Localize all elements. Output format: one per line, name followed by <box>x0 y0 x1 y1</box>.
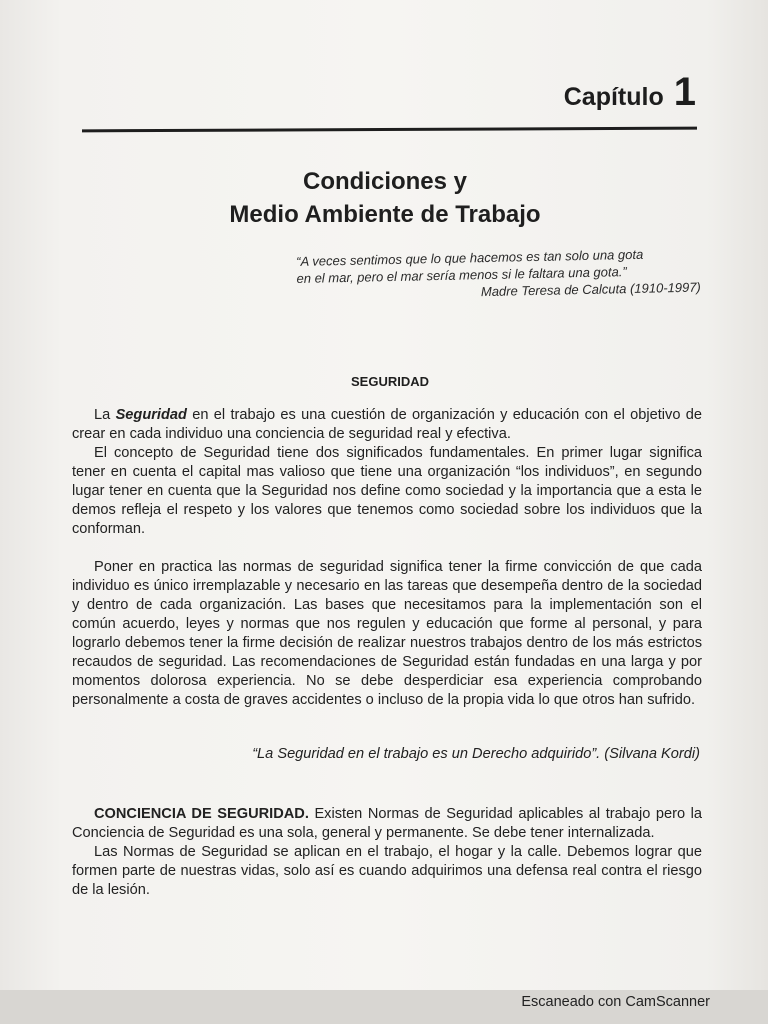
chapter-number: 1 <box>673 70 696 114</box>
paragraph-3: Poner en practica las normas de seguridad significa tener la firme convicción de que cada individuo es único irremplazable y necesario en las tareas que desempeña dentro de la sociedad y dentro de cada organización. Las bases que necesitamos para la implementación son el común acuerdo, leyes y normas que nos regulen y educación que forme al personal, y para lograrlo debemos tener la firme decisión de realizar nuestros trabajos dentro de los más estrictos recaudos de seguridad. Las recomendaciones de Seguridad están fundadas en una larga y por momentos dolorosa experiencia. No se debe desperdiciar esa experiencia comprobando personalmente a costa de graves accidentes o incluso de la propia vida lo que otros han sufrido. <box>72 559 702 708</box>
paragraph-4-rest: Existen Normas de Seguridad aplicables al trabajo pero la Conciencia de Seguridad es una sola, general y permanente. Se debe tener internalizada. <box>72 806 702 841</box>
paragraph-4-bold: CONCIENCIA DE SEGURIDAD. <box>94 806 309 822</box>
chapter-word: Capítulo <box>563 83 664 111</box>
epigraph-line-2: en el mar, pero el mar sería menos si le faltara una gota.” <box>296 264 627 286</box>
paragraph-1-lead: La <box>94 407 116 423</box>
body-block-2 <box>72 558 702 710</box>
body-block-1 <box>72 406 702 539</box>
scanner-watermark: Escaneado con CamScanner <box>521 994 710 1010</box>
chapter-heading <box>564 72 696 112</box>
paragraph-2: El concepto de Seguridad tiene dos significados fundamentales. En primer lugar significa tener en cuenta el capital mas valioso que tiene una organización “los individuos”, en segundo lugar tener en cuenta que la Seguridad nos define como sociedad y la importancia que a esta le demos refleja el respeto y los valores que tenemos como sociedad sobre los individuos que la conforman. <box>72 445 702 537</box>
chapter-rule <box>82 127 697 133</box>
closing-quote: “La Seguridad en el trabajo es un Derecho adquirido”. (Silvana Kordi) <box>252 746 700 762</box>
section-heading: SEGURIDAD <box>350 374 429 389</box>
page-title <box>180 165 590 231</box>
paragraph-4 <box>72 805 702 843</box>
epigraph <box>296 245 701 304</box>
title-line-1: Condiciones y <box>302 168 468 195</box>
epigraph-line-1: “A veces sentimos que lo que hacemos es tan solo una gota <box>296 246 644 269</box>
body-block-3 <box>72 805 702 900</box>
title-line-2: Medio Ambiente de Trabajo <box>229 201 541 228</box>
epigraph-author: Madre Teresa de Calcuta (1910-1997) <box>480 279 701 300</box>
paragraph-1-bold: Seguridad <box>115 407 187 423</box>
paragraph-1 <box>72 406 702 444</box>
paragraph-5: Las Normas de Seguridad se aplican en el trabajo, el hogar y la calle. Debemos lograr que formen parte de nuestras vidas, solo así es cuando adquirimos una defensa real contra el riesgo de la lesión. <box>72 844 702 898</box>
paragraph-1-rest: en el trabajo es una cuestión de organización y educación con el objetivo de crear en cada individuo una conciencia de seguridad real y efectiva. <box>72 407 702 442</box>
